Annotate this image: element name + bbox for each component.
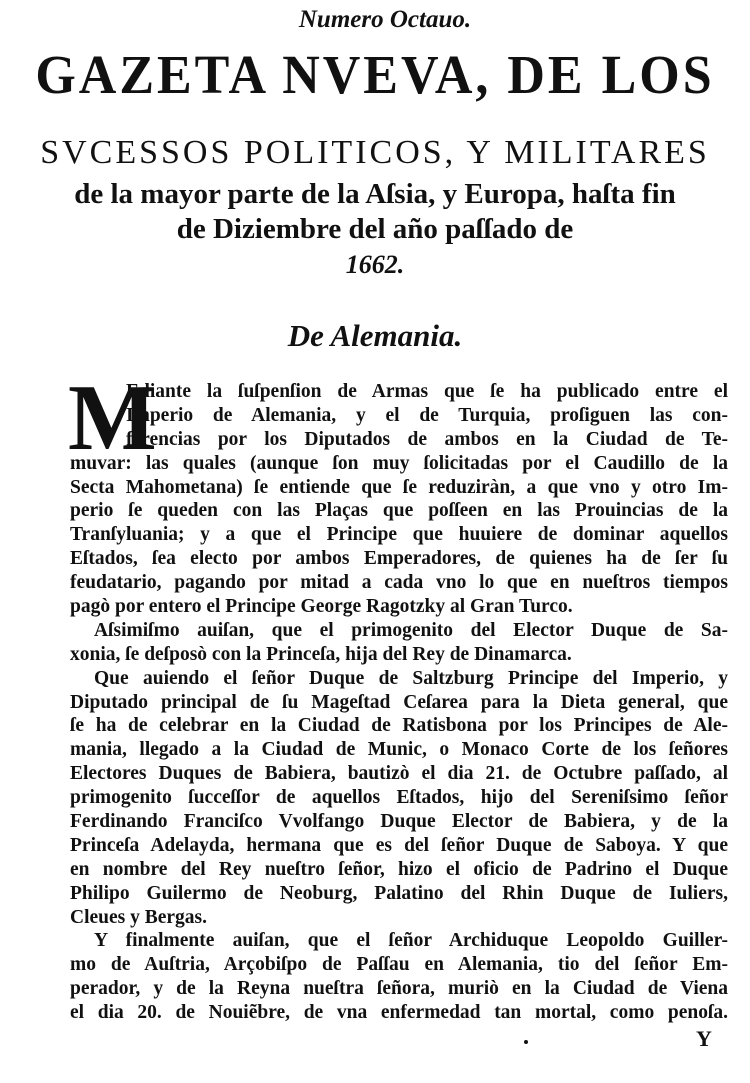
print-mark — [524, 1040, 528, 1044]
drop-cap: M — [68, 366, 157, 470]
text-line: muvar: las quales (aunque ſon muy ſolicitadas por el Caudillo de la — [70, 452, 728, 474]
title-line-2: SVCESSOS POLITICOS, Y MILITARES — [40, 134, 710, 171]
text-line: mania, llegado a la Ciudad de Munic, o Monaco Corte de los ſeñores — [70, 739, 728, 761]
text-line: Eſtados, ſea electo por ambos Emperadores, de quienes ha de ſer ſu — [70, 548, 728, 570]
text-line: perador, y de la Reyna nueſtra ſeñora, muriò en la Ciudad de Viena — [70, 978, 728, 1000]
article-body — [68, 366, 728, 1025]
text-line: perio ſe queden con las Plaças que poſſeen en las Prouincias de la — [70, 500, 728, 522]
catchword: Y — [696, 1026, 712, 1051]
text-line: Que auiendo el ſeñor Duque de Saltzburg Principe del Imperio, y — [94, 667, 728, 689]
text-line: ferencias por los Diputados de ambos en la Ciudad de Te- — [126, 428, 728, 450]
title-line-3: de la mayor parte de la Aſsia, y Europa, haſta fin — [74, 178, 676, 210]
section-title: De Alemania. — [287, 318, 463, 353]
text-line: en nombre del Rey nueſtro ſeñor, hizo el oficio de Padrino el Duque — [70, 858, 728, 880]
title-year: 1662. — [345, 250, 405, 279]
text-line: Electores Duques de Babiera, bautizò el dia 21. de Octubre paſſado, al — [70, 763, 728, 785]
text-line: Imperio de Alemania, y el de Turquia, proſiguen las con- — [126, 404, 728, 426]
text-line: feudatario, pagando por mitad a cada vno lo que en nueſtros tiempos — [70, 572, 728, 594]
text-line: mo de Auſtria, Arçobiſpo de Paſſau en Alemania, tio del ſeñor Em- — [70, 954, 728, 976]
text-line: Princeſa Adelayda, hermana que es del ſeñor Duque de Saboya. Y que — [70, 834, 728, 856]
text-line: Ferdinando Franciſco Vvolfango Duque Elector de Babiera, y de la — [70, 811, 728, 833]
text-line: el dia 20. de Nouiẽbre, de vna enfermedad tan mortal, como penoſa. — [70, 1002, 728, 1024]
text-line: Tranſyluania; y a que el Principe que huuiere de dominar aquellos — [70, 524, 728, 546]
title-line-4: de Diziembre del año paſſado de — [176, 213, 574, 245]
title-line-1: GAZETA NVEVA, DE LOS — [35, 45, 715, 106]
text-line: Secta Mahometana) ſe entiende que ſe reduziràn, a que vno y otro Im- — [70, 476, 728, 498]
text-line: Aſsimiſmo auiſan, que el primogenito del Elector Duque de Sa- — [94, 619, 728, 641]
text-line: ſe ha de celebrar en la Ciudad de Ratisbona por los Principes de Ale- — [70, 715, 728, 737]
text-line: Ediante la ſuſpenſion de Armas que ſe ha publicado entre el — [126, 381, 728, 402]
text-line: xonia, ſe deſposò con la Princeſa, hija del Rey de Dinamarca. — [70, 643, 572, 665]
issue-number: Numero Octauo. — [298, 6, 472, 33]
text-line: Y finalmente auiſan, que el ſeñor Archiduque Leopoldo Guiller- — [94, 930, 728, 952]
text-line: pagò por entero el Principe George Ragotzky al Gran Turco. — [70, 596, 573, 618]
text-line: Cleues y Bergas. — [70, 906, 208, 928]
text-line: Diputado principal de ſu Mageſtad Ceſarea para la Dieta general, que — [70, 691, 728, 713]
text-line: primogenito ſucceſſor de aquellos Eſtados, hijo del Sereniſsimo ſeñor — [70, 787, 728, 809]
text-line: Philipo Guilermo de Neoburg, Palatino del Rhin Duque de Iuliers, — [70, 882, 728, 904]
